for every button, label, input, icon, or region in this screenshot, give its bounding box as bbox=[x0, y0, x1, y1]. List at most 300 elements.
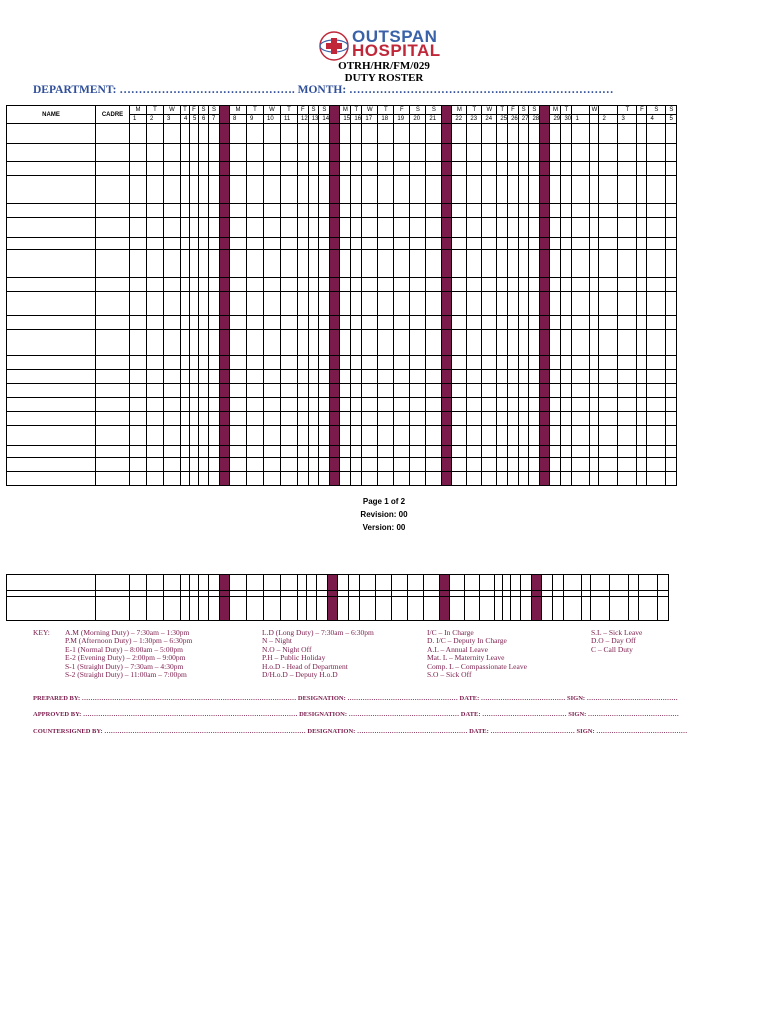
shift-cell bbox=[264, 426, 281, 446]
week-separator bbox=[330, 426, 340, 446]
shift-cell bbox=[209, 144, 220, 162]
blank-cell bbox=[96, 204, 130, 218]
blank-cell bbox=[164, 356, 181, 370]
shift-cell bbox=[247, 370, 264, 384]
shift-cell bbox=[340, 218, 351, 238]
shift-cell bbox=[561, 218, 572, 238]
shift-cell bbox=[508, 250, 519, 278]
blank-cell bbox=[590, 238, 599, 250]
blank-cell bbox=[281, 356, 298, 370]
blank-cell bbox=[508, 278, 519, 292]
shift-cell bbox=[610, 575, 629, 591]
shift-cell bbox=[378, 176, 394, 204]
shift-cell bbox=[209, 250, 220, 278]
week-separator bbox=[330, 176, 340, 204]
shift-cell bbox=[426, 250, 442, 278]
shift-cell bbox=[340, 426, 351, 446]
week-separator bbox=[220, 412, 230, 426]
blank-cell bbox=[7, 412, 96, 426]
shift-cell bbox=[599, 458, 618, 472]
shift-cell bbox=[230, 176, 247, 204]
blank-cell bbox=[666, 162, 677, 176]
shift-cell bbox=[130, 426, 147, 446]
key-entry: D.O – Day Off bbox=[591, 636, 636, 646]
shift-cell bbox=[319, 426, 330, 446]
shift-cell bbox=[351, 426, 362, 446]
staff-row bbox=[7, 575, 669, 591]
blank-cell bbox=[247, 316, 264, 330]
shift-cell bbox=[590, 458, 599, 472]
shift-cell bbox=[230, 458, 247, 472]
shift-cell bbox=[264, 250, 281, 278]
blank-cell bbox=[561, 124, 572, 144]
week-separator bbox=[540, 292, 550, 316]
blank-cell bbox=[264, 204, 281, 218]
roster-title: DUTY ROSTER bbox=[344, 72, 424, 84]
blank-cell bbox=[452, 356, 467, 370]
week-separator bbox=[220, 176, 230, 204]
blank-cell bbox=[647, 162, 666, 176]
blank-cell bbox=[298, 384, 309, 398]
shift-cell bbox=[199, 426, 209, 446]
blank-cell bbox=[340, 124, 351, 144]
week-separator bbox=[328, 597, 338, 621]
week-separator bbox=[540, 370, 550, 384]
shift-cell bbox=[591, 575, 610, 591]
blank-cell bbox=[508, 204, 519, 218]
blank-cell bbox=[497, 204, 508, 218]
shift-cell bbox=[572, 398, 590, 412]
shift-cell bbox=[529, 292, 540, 316]
shift-cell bbox=[408, 597, 424, 621]
approved-by-line: APPROVED BY: ……………………………………………………………………………………… DESIGNATION: …………………………………………… DATE: ………………………………… SIGN: …………………………………… bbox=[33, 711, 679, 718]
blank-cell bbox=[247, 124, 264, 144]
hospital-emblem-icon bbox=[318, 30, 350, 62]
blank-cell bbox=[482, 316, 497, 330]
shift-cell bbox=[637, 426, 647, 446]
shift-cell bbox=[426, 458, 442, 472]
shift-cell bbox=[190, 250, 199, 278]
shift-cell bbox=[518, 218, 529, 238]
blank-cell bbox=[497, 446, 508, 458]
shift-cell bbox=[264, 218, 281, 238]
shift-cell bbox=[452, 218, 467, 238]
key-entry: I/C – In Charge bbox=[427, 628, 474, 637]
spacer-row bbox=[7, 412, 677, 426]
blank-cell bbox=[550, 384, 561, 398]
day-number bbox=[637, 115, 647, 124]
shift-cell bbox=[281, 330, 298, 356]
week-separator bbox=[220, 278, 230, 292]
blank-cell bbox=[550, 412, 561, 426]
blank-cell bbox=[618, 124, 637, 144]
week-separator bbox=[540, 426, 550, 446]
shift-cell bbox=[426, 398, 442, 412]
shift-cell bbox=[230, 330, 247, 356]
blank-cell bbox=[518, 472, 529, 486]
blank-cell bbox=[247, 204, 264, 218]
week-separator bbox=[330, 458, 340, 472]
week-separator bbox=[220, 238, 230, 250]
blank-cell bbox=[666, 316, 677, 330]
shift-cell bbox=[264, 330, 281, 356]
blank-cell bbox=[96, 412, 130, 426]
blank-cell bbox=[298, 124, 309, 144]
blank-cell bbox=[319, 472, 330, 486]
blank-cell bbox=[529, 124, 540, 144]
blank-cell bbox=[199, 238, 209, 250]
blank-cell bbox=[130, 384, 147, 398]
blank-cell bbox=[230, 412, 247, 426]
blank-cell bbox=[308, 162, 319, 176]
shift-cell bbox=[590, 370, 599, 384]
blank-cell bbox=[518, 446, 529, 458]
week-separator bbox=[540, 124, 550, 144]
blank-cell bbox=[96, 238, 130, 250]
blank-cell bbox=[362, 412, 378, 426]
blank-cell bbox=[340, 278, 351, 292]
blank-cell bbox=[96, 162, 130, 176]
shift-cell bbox=[264, 398, 281, 412]
shift-cell bbox=[319, 218, 330, 238]
week-separator bbox=[220, 330, 230, 356]
shift-cell bbox=[666, 144, 677, 162]
week-separator bbox=[540, 458, 550, 472]
shift-cell bbox=[467, 176, 482, 204]
week-separator bbox=[220, 218, 230, 238]
week-separator bbox=[540, 398, 550, 412]
day-number: 14 bbox=[319, 115, 330, 124]
shift-cell bbox=[199, 176, 209, 204]
blank-cell bbox=[550, 204, 561, 218]
shift-cell bbox=[190, 426, 199, 446]
day-letter: T bbox=[281, 106, 298, 115]
shift-cell bbox=[264, 575, 281, 591]
shift-cell bbox=[281, 575, 298, 591]
week-separator bbox=[220, 370, 230, 384]
shift-cell bbox=[247, 218, 264, 238]
blank-cell bbox=[281, 446, 298, 458]
day-number: 1 bbox=[130, 115, 147, 124]
shift-cell bbox=[394, 250, 410, 278]
cadre-cell bbox=[96, 575, 130, 591]
blank-cell bbox=[508, 124, 519, 144]
day-number: 2 bbox=[147, 115, 164, 124]
blank-cell bbox=[298, 238, 309, 250]
week-separator bbox=[220, 144, 230, 162]
blank-cell bbox=[410, 356, 426, 370]
shift-cell bbox=[281, 458, 298, 472]
shift-cell bbox=[190, 370, 199, 384]
shift-cell bbox=[317, 597, 328, 621]
blank-cell bbox=[599, 238, 618, 250]
blank-cell bbox=[410, 412, 426, 426]
shift-cell bbox=[378, 250, 394, 278]
blank-cell bbox=[230, 446, 247, 458]
week-separator bbox=[330, 330, 340, 356]
blank-cell bbox=[618, 472, 637, 486]
blank-cell bbox=[637, 384, 647, 398]
shift-cell bbox=[497, 426, 508, 446]
week-separator bbox=[220, 292, 230, 316]
shift-cell bbox=[572, 250, 590, 278]
blank-cell bbox=[340, 472, 351, 486]
blank-cell bbox=[647, 472, 666, 486]
blank-cell bbox=[164, 278, 181, 292]
blank-cell bbox=[147, 356, 164, 370]
shift-cell bbox=[247, 398, 264, 412]
blank-cell bbox=[199, 162, 209, 176]
shift-cell bbox=[518, 398, 529, 412]
shift-cell bbox=[362, 218, 378, 238]
shift-cell bbox=[281, 176, 298, 204]
shift-cell bbox=[647, 458, 666, 472]
blank-cell bbox=[147, 278, 164, 292]
cadre-cell bbox=[96, 330, 130, 356]
day-letter: T bbox=[378, 106, 394, 115]
week-separator bbox=[540, 384, 550, 398]
blank-cell bbox=[351, 446, 362, 458]
key-entry: P.M (Afternoon Duty) – 1:30pm – 6:30pm bbox=[65, 636, 193, 646]
week-separator bbox=[540, 316, 550, 330]
day-letter: T bbox=[351, 106, 362, 115]
shift-cell bbox=[529, 218, 540, 238]
shift-cell bbox=[378, 144, 394, 162]
shift-cell bbox=[647, 426, 666, 446]
day-number: 4 bbox=[181, 115, 190, 124]
blank-cell bbox=[599, 204, 618, 218]
blank-cell bbox=[618, 278, 637, 292]
shift-cell bbox=[378, 426, 394, 446]
staff-row bbox=[7, 426, 677, 446]
shift-cell bbox=[308, 458, 319, 472]
blank-cell bbox=[351, 316, 362, 330]
blank-cell bbox=[378, 472, 394, 486]
week-separator bbox=[540, 412, 550, 426]
week-separator bbox=[540, 204, 550, 218]
shift-cell bbox=[209, 370, 220, 384]
shift-cell bbox=[618, 144, 637, 162]
shift-cell bbox=[590, 144, 599, 162]
blank-cell bbox=[209, 356, 220, 370]
blank-cell bbox=[394, 238, 410, 250]
shift-cell bbox=[164, 330, 181, 356]
shift-cell bbox=[629, 575, 639, 591]
shift-cell bbox=[378, 458, 394, 472]
blank-cell bbox=[319, 162, 330, 176]
shift-cell bbox=[376, 597, 392, 621]
blank-cell bbox=[96, 124, 130, 144]
cadre-cell bbox=[96, 426, 130, 446]
staff-row bbox=[7, 398, 677, 412]
blank-cell bbox=[452, 124, 467, 144]
week-separator bbox=[330, 370, 340, 384]
shift-cell bbox=[599, 330, 618, 356]
week-separator bbox=[330, 356, 340, 370]
day-letter: F bbox=[190, 106, 199, 115]
key-entry: A.L – Annual Leave bbox=[427, 644, 488, 654]
shift-cell bbox=[264, 144, 281, 162]
blank-cell bbox=[308, 412, 319, 426]
blank-cell bbox=[378, 278, 394, 292]
blank-cell bbox=[164, 316, 181, 330]
shift-cell bbox=[408, 575, 424, 591]
duty-key-legend bbox=[33, 629, 733, 689]
blank-cell bbox=[599, 472, 618, 486]
shift-cell bbox=[508, 330, 519, 356]
blank-cell bbox=[572, 278, 590, 292]
blank-cell bbox=[181, 162, 190, 176]
blank-cell bbox=[7, 238, 96, 250]
shift-cell bbox=[130, 597, 147, 621]
day-letter: W bbox=[164, 106, 181, 115]
blank-cell bbox=[508, 162, 519, 176]
blank-cell bbox=[264, 238, 281, 250]
shift-cell bbox=[467, 330, 482, 356]
shift-cell bbox=[618, 292, 637, 316]
blank-cell bbox=[181, 412, 190, 426]
day-number: 3 bbox=[164, 115, 181, 124]
blank-cell bbox=[298, 316, 309, 330]
day-letter: F bbox=[394, 106, 410, 115]
shift-cell bbox=[529, 176, 540, 204]
shift-cell bbox=[599, 426, 618, 446]
shift-cell bbox=[590, 176, 599, 204]
shift-cell bbox=[209, 458, 220, 472]
shift-cell bbox=[529, 398, 540, 412]
blank-cell bbox=[618, 316, 637, 330]
shift-cell bbox=[190, 575, 199, 591]
shift-cell bbox=[147, 218, 164, 238]
week-separator bbox=[220, 356, 230, 370]
blank-cell bbox=[190, 472, 199, 486]
shift-cell bbox=[319, 458, 330, 472]
shift-cell bbox=[199, 458, 209, 472]
blank-cell bbox=[518, 278, 529, 292]
week-separator bbox=[442, 176, 452, 204]
week-separator bbox=[328, 575, 338, 591]
blank-cell bbox=[308, 472, 319, 486]
week-separator bbox=[440, 575, 450, 591]
blank-cell bbox=[340, 162, 351, 176]
blank-cell bbox=[666, 412, 677, 426]
shift-cell bbox=[561, 176, 572, 204]
shift-cell bbox=[480, 575, 495, 591]
blank-cell bbox=[164, 472, 181, 486]
staff-name bbox=[7, 176, 96, 204]
shift-cell bbox=[590, 292, 599, 316]
blank-cell bbox=[190, 238, 199, 250]
blank-cell bbox=[518, 316, 529, 330]
day-number: 2 bbox=[599, 115, 618, 124]
shift-cell bbox=[362, 176, 378, 204]
week-separator bbox=[330, 124, 340, 144]
blank-cell bbox=[550, 356, 561, 370]
blank-cell bbox=[351, 384, 362, 398]
blank-cell bbox=[264, 412, 281, 426]
shift-cell bbox=[599, 370, 618, 384]
day-number: 12 bbox=[298, 115, 309, 124]
week-separator bbox=[442, 356, 452, 370]
staff-row bbox=[7, 250, 677, 278]
shift-cell bbox=[467, 426, 482, 446]
shift-cell bbox=[209, 426, 220, 446]
shift-cell bbox=[190, 144, 199, 162]
shift-cell bbox=[394, 458, 410, 472]
shift-cell bbox=[452, 426, 467, 446]
blank-cell bbox=[230, 124, 247, 144]
blank-cell bbox=[426, 472, 442, 486]
blank-cell bbox=[96, 356, 130, 370]
shift-cell bbox=[362, 426, 378, 446]
blank-cell bbox=[247, 278, 264, 292]
shift-cell bbox=[199, 292, 209, 316]
blank-cell bbox=[230, 238, 247, 250]
shift-cell bbox=[561, 292, 572, 316]
shift-cell bbox=[351, 458, 362, 472]
blank-cell bbox=[426, 238, 442, 250]
shift-cell bbox=[637, 176, 647, 204]
shift-cell bbox=[550, 370, 561, 384]
shift-cell bbox=[452, 292, 467, 316]
shift-cell bbox=[508, 176, 519, 204]
blank-cell bbox=[362, 238, 378, 250]
staff-name bbox=[7, 426, 96, 446]
day-letter bbox=[599, 106, 618, 115]
blank-cell bbox=[561, 356, 572, 370]
day-letter: S bbox=[308, 106, 319, 115]
day-number: 19 bbox=[394, 115, 410, 124]
blank-cell bbox=[410, 278, 426, 292]
blank-cell bbox=[394, 412, 410, 426]
shift-cell bbox=[181, 176, 190, 204]
blank-cell bbox=[130, 278, 147, 292]
blank-cell bbox=[247, 446, 264, 458]
shift-cell bbox=[247, 176, 264, 204]
day-letter bbox=[572, 106, 590, 115]
shift-cell bbox=[298, 575, 307, 591]
shift-cell bbox=[666, 426, 677, 446]
day-letter: S bbox=[319, 106, 330, 115]
staff-row bbox=[7, 330, 677, 356]
blank-cell bbox=[497, 412, 508, 426]
shift-cell bbox=[190, 292, 199, 316]
cadre-cell bbox=[96, 250, 130, 278]
blank-cell bbox=[426, 446, 442, 458]
spacer-row bbox=[7, 238, 677, 250]
day-letter: S bbox=[666, 106, 677, 115]
blank-cell bbox=[199, 124, 209, 144]
blank-cell bbox=[264, 124, 281, 144]
shift-cell bbox=[130, 292, 147, 316]
shift-cell bbox=[378, 218, 394, 238]
shift-cell bbox=[482, 370, 497, 384]
shift-cell bbox=[666, 330, 677, 356]
blank-cell bbox=[164, 446, 181, 458]
blank-cell bbox=[190, 384, 199, 398]
blank-cell bbox=[351, 162, 362, 176]
blank-cell bbox=[599, 278, 618, 292]
shift-cell bbox=[164, 292, 181, 316]
shift-cell bbox=[561, 426, 572, 446]
blank-cell bbox=[529, 238, 540, 250]
shift-cell bbox=[426, 292, 442, 316]
blank-cell bbox=[209, 278, 220, 292]
shift-cell bbox=[550, 144, 561, 162]
blank-cell bbox=[482, 238, 497, 250]
blank-cell bbox=[518, 162, 529, 176]
shift-cell bbox=[511, 575, 521, 591]
